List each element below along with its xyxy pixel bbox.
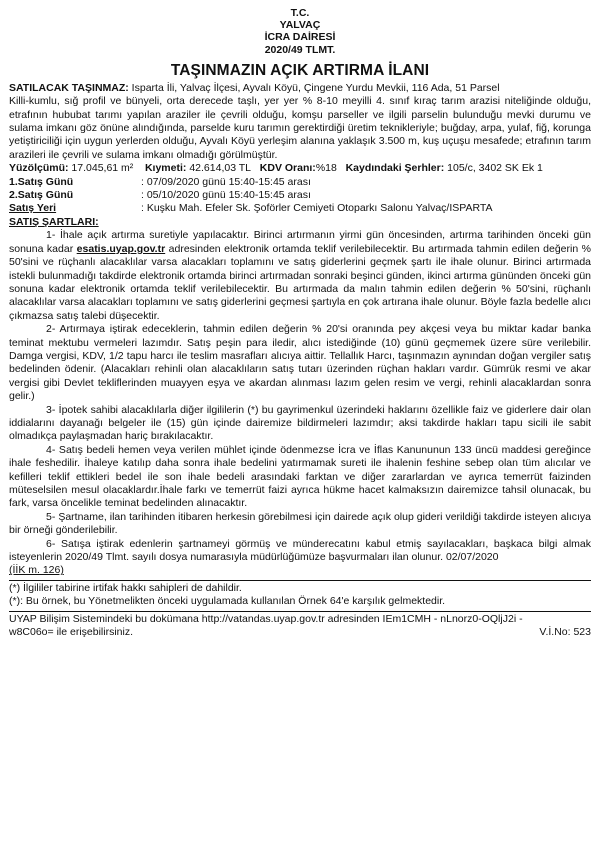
header-line-2: YALVAÇ: [279, 19, 321, 32]
esatis-link[interactable]: esatis.uyap.gov.tr: [76, 242, 166, 255]
condition-1-text-b: adresinden elektronik ortamda teklif verilebilecektir. Bu artırmada tahmin edilen değerin % 50'sini ve rüçhanlı alacaklılar varsa alacakları toplamını ve satış giderlerini geçmek şartı ile ihale olunur. Birinci artırmada istekli bulunmadığı takdirde elektronik ortamda birinci artırmadan sonraki beşinci günden, ikinci artırma gününden önceki gün sonuna kadar elektronik ortamda teklif verilebilecektir. Bu artırmada da malın tahmin edilen değerin % 50'sini, rüçhanlı alacaklılar varsa alacakları toplamını ve satış giderlerini geçmesi şartıyla en çok artırana ihale olunur. Böyle fazla bedelle alıcı çıkmazsa satış talebi düşecektir.: [9, 242, 591, 322]
conditions-heading: SATIŞ ŞARTLARI:: [9, 215, 99, 228]
header-line-4: 2020/49 TLMT.: [264, 43, 336, 56]
condition-1-text-a: 1- İhale açık artırma suretiyle yapılacaktır. Birinci artırmanın yirmi gün öncesinden, artırma tarihinden önceki gün sonuna kadar: [9, 229, 591, 255]
sale-place-value: : Kuşku Mah. Efeler Sk. Şoförler Cemiyeti Otoparkı Salonu Yalvaç/ISPARTA: [141, 202, 493, 215]
condition-6: 6- Satışa iştirak edenlerin şartnameyi görmüş ve münderecatını kabul etmiş sayılacakları, başkaca bilgi almak isteyenlerin 2020/49 Tlmt. sayılı dosya numarasıyla müdürlüğümüze başvurmaları ilan olunur. 02/07/2020: [9, 537, 591, 564]
sale-day-1-value: : 07/09/2020 günü 15:40-15:45 arası: [141, 175, 311, 188]
uyap-access-text: UYAP Bilişim Sistemindeki bu dokümana http://vatandas.uyap.gov.tr adresinden IEm1CMH - nLnorz0-OQljJ2i - w8C06o= ile erişebilirsiniz.: [9, 612, 523, 639]
sale-place-label: Satış Yeri: [9, 202, 57, 215]
area-label: Yüzölçümü:: [9, 162, 69, 175]
note-2: (*): Bu örnek, bu Yönetmelikten önceki uygulamada kullanılan Örnek 64'e karşılık gelmektedir.: [9, 595, 446, 608]
header-line-3: İCRA DAİRESİ: [264, 31, 336, 44]
property-description: Killi-kumlu, sığ profil ve bünyeli, orta derecede taşlı, yer yer % 8-10 meyilli 4. sınıf kıraç tarım arazisi niteliğinde olduğu, etrafının hububat tarımı yapılan araziler ile çevrili olduğu, komşu parseller ve ilgili parselin bulunduğu mevki durumu ve sulama imkanı göz önüne alındığında, parselde kuru tarımın gerektirdiği üretim teknikleriyle; buğday, arpa, yulaf, fiğ, korunga yetiştiriciliği için uygun yerlerden olduğu, Ayvalı Köyü yerleşim alanına yaklaşık 3.500 m, kuş uçuşu mesafede; etrafının tarım arazileri ile çevrili ve sulama imkanı olmadığı görülmüştür.: [9, 95, 591, 161]
value-amount: 42.614,03 TL: [186, 162, 252, 175]
sale-day-2-label: 2.Satış Günü: [9, 189, 74, 202]
sale-day-2-value: : 05/10/2020 günü 15:40-15:45 arası: [141, 189, 311, 202]
condition-1: [9, 229, 591, 323]
record-label: Kaydındaki Şerhler:: [345, 162, 445, 175]
vat-label: KDV Oranı:: [259, 162, 316, 175]
header-line-1: T.C.: [290, 7, 310, 19]
divider: [9, 580, 591, 581]
announcement-number: V.İ.No: 523: [539, 626, 591, 639]
sale-day-1-label: 1.Satış Günü: [9, 175, 74, 188]
value-label: Kıymeti:: [144, 162, 187, 175]
condition-4: 4- Satış bedeli hemen veya verilen mühlet içinde ödenmezse İcra ve İflas Kanununun 133 üncü maddesi gereğince ihale feshedilir. İhaleye katılıp daha sonra ihale bedelini yatırmamak sureti ile ihalenin feshine sebep olan tüm alıcılar ve kefilleri teklif ettikleri bedel ile son ihale bedeli arasındaki farktan ve diğer zararlardan ve ayrıca temerrüt faizinden müteselsilen mesul olacaklardır.İhale farkı ve temerrüt faizi ayrıca hükme hacet kalmaksızın dairemizce tahsil olunacak, bu fark, varsa öncelikle teminat bedelinden alınacaktır.: [9, 443, 591, 510]
property-location-text: Isparta İli, Yalvaç İlçesi, Ayvalı Köyü, Çingene Yurdu Mevkii, 116 Ada, 51 Parsel: [128, 81, 500, 94]
vat-value: %18: [315, 162, 337, 175]
law-reference: (İİK m. 126): [9, 564, 64, 577]
condition-5: 5- Şartname, ilan tarihinden itibaren herkesin görebilmesi için dairede açık olup gideri verildiği takdirde isteyen alıcıya bir örneği gönderilebilir.: [9, 510, 591, 537]
property-label: SATILACAK TAŞINMAZ:: [9, 81, 129, 94]
property-values: [9, 162, 591, 175]
condition-2: 2- Artırmaya iştirak edeceklerin, tahmin edilen değerin % 20'si oranında pey akçesi veya bu miktar kadar banka teminat mektubu vermeleri lazımdır. Satış peşin para iledir, alıcı istediğinde (10) günü geçmemek üzere süre verilebilir. Damga vergisi, KDV, 1/2 tapu harcı ile teslim masrafları alıcıya aittir. Tellallık Harcı, taşınmazın aynından doğan vergiler satış bedelinden ödenir. (Alacakları rehinli olan alacaklıların satış tutarı üzerinden rüçhan hakları vardır. Gümrük resmi ve akar vergisi gibi Devlet tekliflerinden muayyen eşya ve akardan alınması lazım gelen resim ve vergi, rehinli alacaklardan sonra gelir.): [9, 323, 591, 403]
note-1: (*) İlgililer tabirine irtifak hakkı sahipleri de dahildir.: [9, 581, 242, 594]
sale-day-2: [9, 189, 591, 202]
sale-day-1: [9, 176, 591, 189]
property-location: [9, 82, 591, 95]
office-header: [9, 7, 591, 56]
area-value: 17.045,61 m²: [68, 162, 134, 175]
condition-3: 3- İpotek sahibi alacaklılarla diğer ilgililerin (*) bu gayrimenkul üzerindeki haklarını özellikle faiz ve giderlere dair olan iddialarını dayanağı belgeler ile (15) gün içinde dairemize bildirmeleri lazımdır; aksi takdirde hakları tapu sicili ile sabit olmadıkça paylaşmadan hariç bırakılacaktır.: [9, 403, 591, 443]
divider-footer: [9, 611, 591, 612]
sale-place: [9, 202, 591, 215]
page-title: TAŞINMAZIN AÇIK ARTIRMA İLANI: [170, 61, 430, 79]
record-value: 105/c, 3402 SK Ek 1: [444, 162, 543, 175]
footer: [9, 613, 591, 640]
